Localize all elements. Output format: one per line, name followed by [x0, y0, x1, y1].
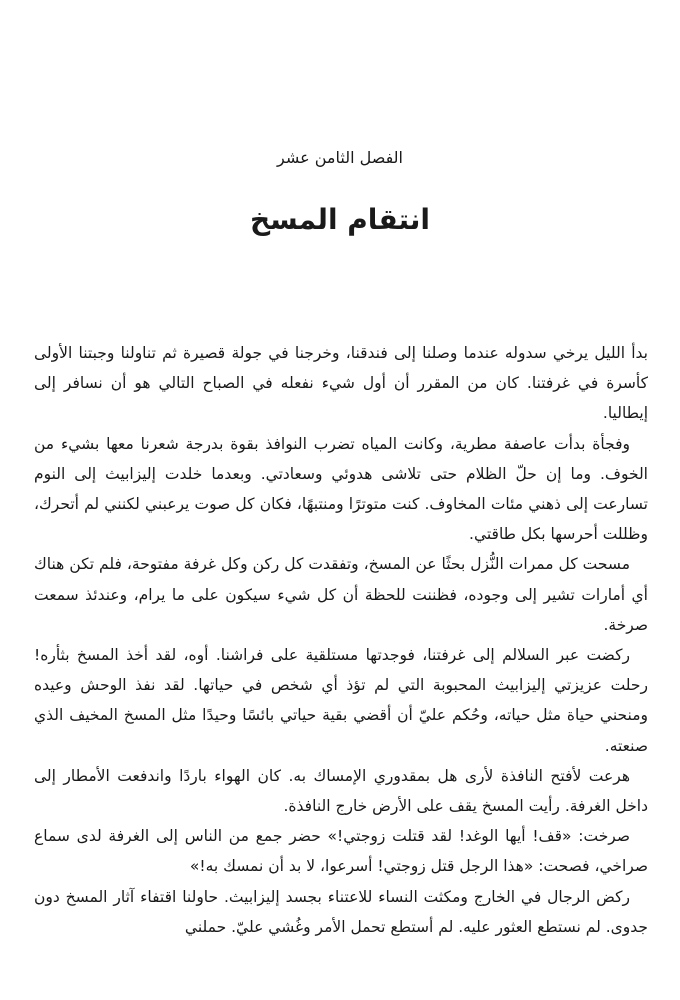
paragraph: ركض الرجال في الخارج ومكثت النساء للاعتناء بجسد إليزابيث. حاولنا اقتفاء آثار المسخ دون جدوى. لم نستطع العثور عليه. لم أستطع تحمل الأمر وغُشي عليّ. حملني — [34, 887, 648, 936]
chapter-title: انتقام المسخ — [249, 203, 431, 236]
paragraph: مسحت كل ممرات النُّزل بحثًا عن المسخ، وتفقدت كل ركن وكل غرفة مفتوحة، فلم تكن هناك أي أمارات تشير إلى وجوده، فظننت للحظة أن كل شيء سيكون على ما يرام، وعندئذ سمعت صرخة. — [34, 555, 648, 634]
paragraph: ركضت عبر السلالم إلى غرفتنا، فوجدتها مستلقية على فراشنا. أوه، لقد أخذ المسخ بثأره! رحلت عزيزتي إليزابيث المحبوبة التي لم تؤذ أي شخص في حياتها. لقد نفذ الوحش وعيده ومنحني حياة مثل حياته، وحُكم عليّ أن أقضي بقية حياتي بائسًا وحيدًا مثل المسخ المخيف الذي صنعته. — [34, 646, 648, 755]
paragraph: هرعت لأفتح النافذة لأرى هل بمقدوري الإمساك به. كان الهواء باردًا واندفعت الأمطار إلى داخل الغرفة. رأيت المسخ يقف على الأرض خارج النافذة. — [34, 766, 648, 816]
chapter-body — [34, 338, 648, 942]
paragraph: بدأ الليل يرخي سدوله عندما وصلنا إلى فندقنا، وخرجنا في جولة قصيرة ثم تناولنا وجبتنا الأولى كأسرة في غرفتنا. كان من المقرر أن أول شيء نفعله في الصباح التالي هو أن نسافر إلى إيطاليا. — [34, 344, 648, 423]
paragraph: صرخت: «قف! أيها الوغد! لقد قتلت زوجتي!» حضر جمع من الناس إلى الغرفة لدى سماع صراخي، فصحت: «هذا الرجل قتل زوجتي! أسرعوا، لا بد أن نمسك به!» — [34, 827, 648, 876]
paragraph: وفجأة بدأت عاصفة مطرية، وكانت المياه تضرب النوافذ بقوة بدرجة شعرنا معها بشيء من الخوف. وما إن حلّ الظلام حتى تلاشى هدوئي وسعادتي. وبعدما خلدت إليزابيث إلى النوم تسارعت إلى ذهني مئات المخاوف. كنت متوترًا ومنتبهًا، فكان كل صوت يرعبني لكنني لم أتحرك، وظللت أحرسها بكل طاقتي. — [34, 434, 648, 544]
chapter-number: الفصل الثامن عشر — [277, 148, 403, 167]
